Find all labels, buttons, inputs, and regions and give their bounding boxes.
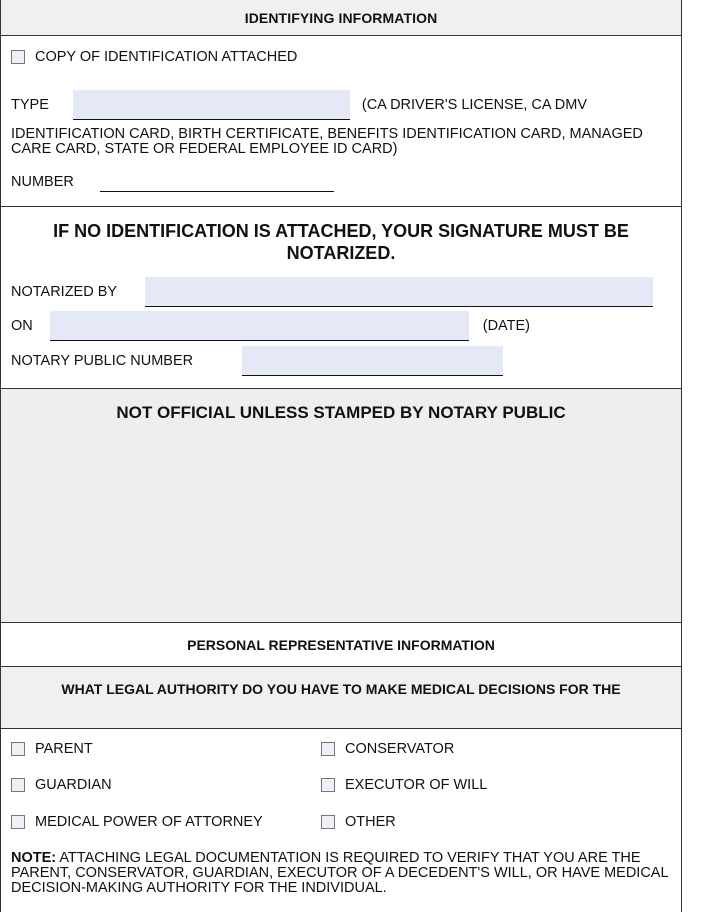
guardian-label: GUARDIAN xyxy=(35,777,112,793)
parent-checkbox[interactable] xyxy=(11,742,25,756)
on-label: ON xyxy=(11,318,33,334)
parent-label: PARENT xyxy=(35,741,93,757)
authority-question-band xyxy=(1,667,681,729)
notarized-by-label: NOTARIZED BY xyxy=(11,284,118,300)
executor-checkbox[interactable] xyxy=(321,778,335,792)
other-label: OTHER xyxy=(345,814,396,830)
identifying-section xyxy=(1,36,681,207)
conservator-label: CONSERVATOR xyxy=(345,741,455,757)
option-executor xyxy=(321,777,487,793)
stamp-heading: NOT OFFICIAL UNLESS STAMPED BY NOTARY PUBLIC xyxy=(116,403,566,422)
authority-options xyxy=(1,729,681,912)
medical-poa-checkbox[interactable] xyxy=(11,815,25,829)
option-guardian xyxy=(11,777,112,793)
on-date-row xyxy=(11,311,671,341)
authority-question: WHAT LEGAL AUTHORITY DO YOU HAVE TO MAKE MEDICAL DECISIONS FOR THE xyxy=(61,681,621,697)
notary-number-label: NOTARY PUBLIC NUMBER xyxy=(11,353,194,369)
note-prefix: NOTE: xyxy=(11,850,57,866)
notary-stamp-area xyxy=(1,389,681,623)
number-field[interactable] xyxy=(100,172,334,192)
option-parent xyxy=(11,741,93,757)
notary-number-row xyxy=(11,346,671,376)
copy-attached-label: COPY OF IDENTIFICATION ATTACHED xyxy=(35,49,298,65)
type-note-inline: (CA DRIVER'S LICENSE, CA DMV xyxy=(361,97,588,113)
number-label: NUMBER xyxy=(11,174,74,190)
option-other xyxy=(321,814,396,830)
medical-poa-label: MEDICAL POWER OF ATTORNEY xyxy=(35,814,263,830)
option-conservator xyxy=(321,741,454,757)
type-note-continued: IDENTIFICATION CARD, BIRTH CERTIFICATE, BENEFITS IDENTIFICATION CARD, MANAGED CARE CARD, STATE OR FEDERAL EMPLOYEE ID CARD) xyxy=(11,126,643,157)
representative-title: PERSONAL REPRESENTATIVE INFORMATION xyxy=(187,636,495,653)
note-text: ATTACHING LEGAL DOCUMENTATION IS REQUIRED TO VERIFY THAT YOU ARE THE PARENT, CONSERVATOR, GUARDIAN, EXECUTOR OF A DECEDENT'S WILL, OR HAVE MEDICAL DECISION-MAKING AUTHORITY FOR THE INDIVIDUAL. xyxy=(11,850,669,896)
copy-attached-row xyxy=(11,49,671,65)
notarized-by-row xyxy=(11,277,671,307)
type-row xyxy=(11,90,671,120)
date-label: (DATE) xyxy=(482,318,531,334)
identifying-section-header xyxy=(1,0,681,36)
legal-documentation-note xyxy=(11,851,671,896)
conservator-checkbox[interactable] xyxy=(321,742,335,756)
type-label: TYPE xyxy=(11,97,49,113)
notary-heading: IF NO IDENTIFICATION IS ATTACHED, YOUR SIGNATURE MUST BE NOTARIZED. xyxy=(53,221,629,263)
representative-section-header xyxy=(1,623,681,667)
identifying-title: IDENTIFYING INFORMATION xyxy=(244,9,438,26)
number-row xyxy=(11,172,671,192)
on-date-field[interactable] xyxy=(50,311,469,341)
notary-number-field[interactable] xyxy=(242,346,503,376)
type-field[interactable] xyxy=(73,90,350,120)
notary-section xyxy=(1,207,681,389)
notarized-by-field[interactable] xyxy=(145,277,653,307)
guardian-checkbox[interactable] xyxy=(11,778,25,792)
copy-attached-checkbox[interactable] xyxy=(11,50,25,64)
other-checkbox[interactable] xyxy=(321,815,335,829)
option-medical-poa xyxy=(11,814,263,830)
executor-label: EXECUTOR OF WILL xyxy=(345,777,488,793)
